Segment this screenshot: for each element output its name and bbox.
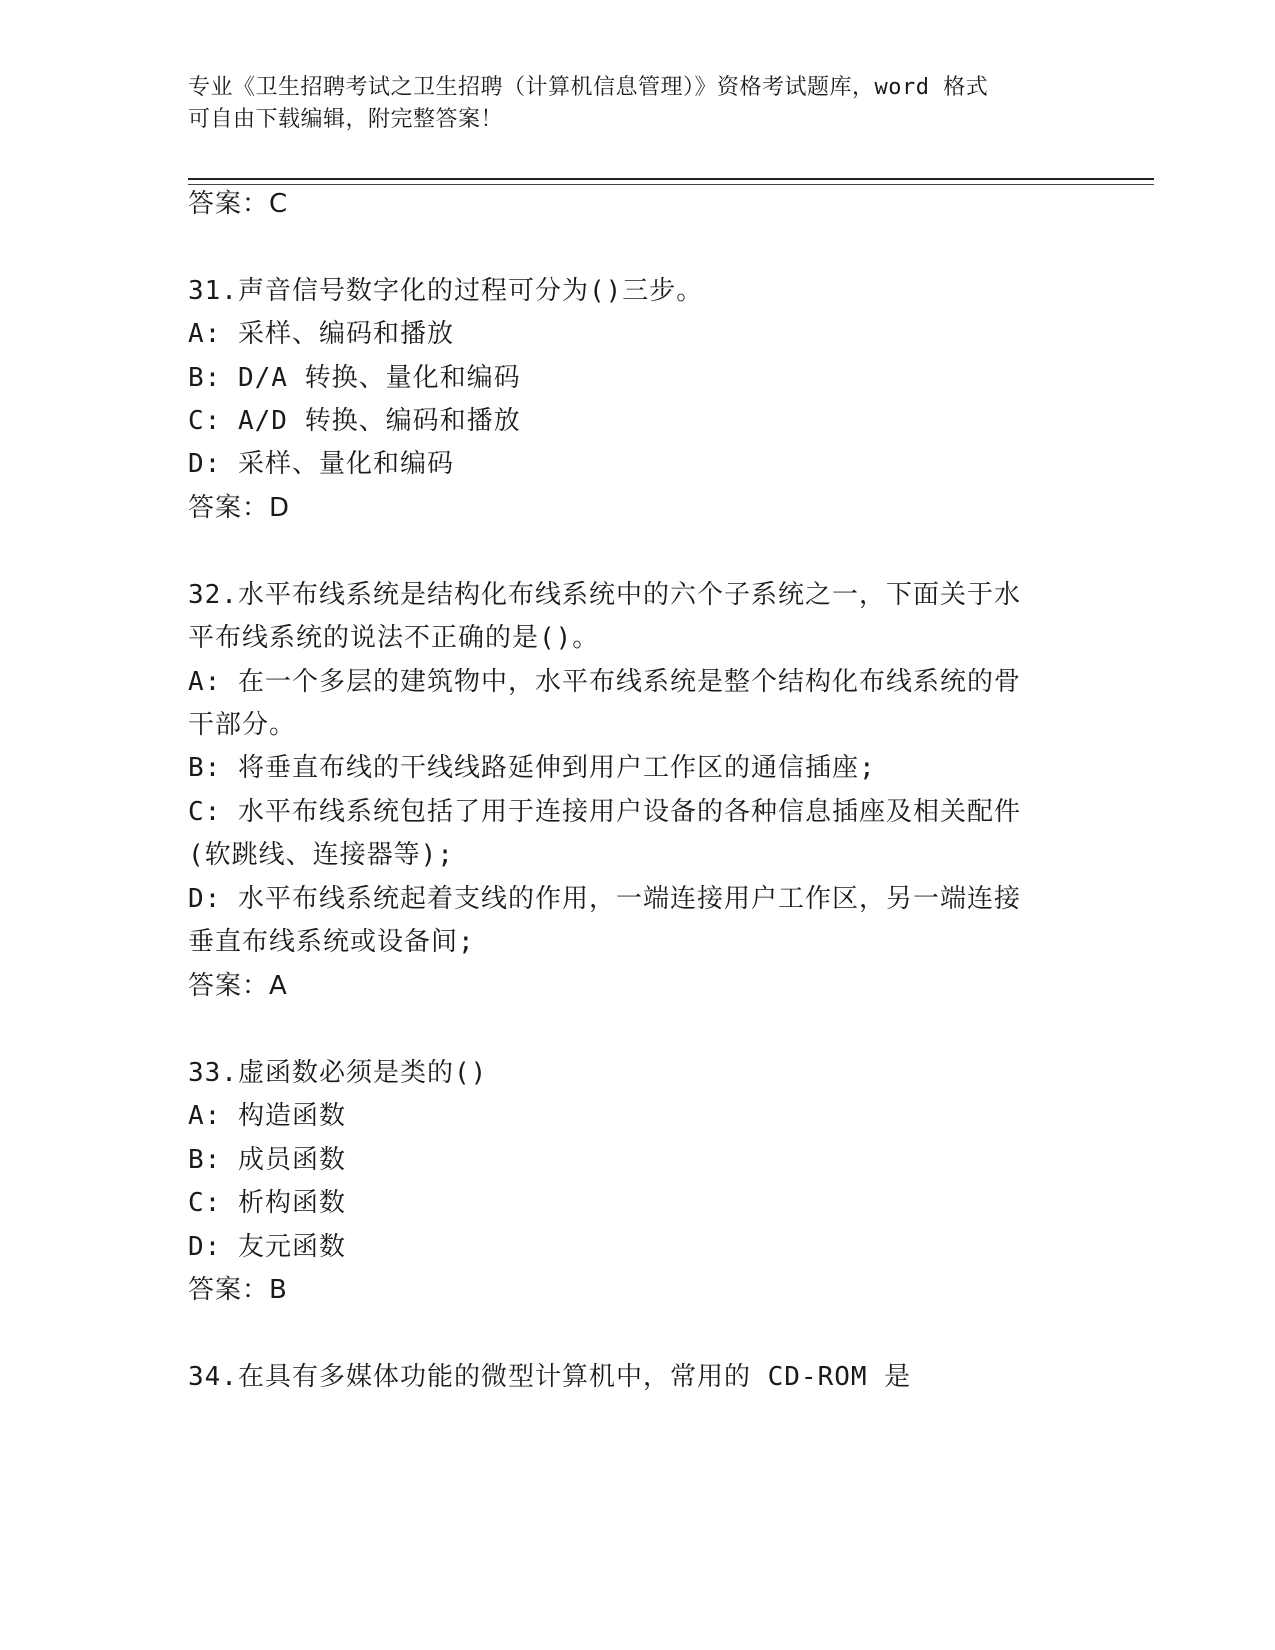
q33-option-d: D: 友元函数: [188, 1232, 346, 1262]
q31-option-d: D: 采样、量化和编码: [188, 449, 454, 479]
q32-option-d-line-2: 垂直布线系统或设备间;: [188, 927, 475, 957]
q31-option-c: C: A/D 转换、编码和播放: [188, 406, 521, 436]
q31-option-a: A: 采样、编码和播放: [188, 319, 454, 349]
q31-option-b: B: D/A 转换、量化和编码: [188, 363, 521, 393]
header-divider-thick: [188, 178, 1154, 180]
q32-answer: 答案：A: [188, 971, 288, 1001]
header-title-line-1: 专业《卫生招聘考试之卫生招聘（计算机信息管理）》资格考试题库，word 格式: [188, 75, 989, 100]
q33-stem: 33.虚函数必须是类的(): [188, 1058, 488, 1088]
q32-stem-line-2: 平布线系统的说法不正确的是()。: [188, 623, 600, 653]
q32-option-d-line-1: D: 水平布线系统起着支线的作用，一端连接用户工作区，另一端连接: [188, 884, 1021, 914]
header-title-line-2: 可自由下载编辑，附完整答案！: [188, 107, 504, 132]
q32-option-c-line-2: (软跳线、连接器等);: [188, 840, 454, 870]
q31-stem: 31.声音信号数字化的过程可分为()三步。: [188, 276, 704, 306]
q33-option-c: C: 析构函数: [188, 1188, 346, 1218]
document-header: [188, 72, 1068, 136]
q33-option-b: B: 成员函数: [188, 1145, 346, 1175]
q33-option-a: A: 构造函数: [188, 1101, 346, 1131]
q32-option-c-line-1: C: 水平布线系统包括了用于连接用户设备的各种信息插座及相关配件: [188, 797, 1021, 827]
q32-option-a-line-1: A: 在一个多层的建筑物中，水平布线系统是整个结构化布线系统的骨: [188, 667, 1021, 697]
answer-previous: 答案：C: [188, 189, 289, 219]
q31-answer: 答案：D: [188, 493, 291, 523]
q34-stem: 34.在具有多媒体功能的微型计算机中，常用的 CD-ROM 是: [188, 1362, 912, 1392]
q33-answer: 答案：B: [188, 1275, 288, 1305]
header-divider-thin: [188, 184, 1154, 185]
q32-option-a-line-2: 干部分。: [188, 710, 297, 740]
q32-option-b: B: 将垂直布线的干线线路延伸到用户工作区的通信插座;: [188, 753, 876, 783]
q32-stem-line-1: 32.水平布线系统是结构化布线系统中的六个子系统之一，下面关于水: [188, 580, 1021, 610]
